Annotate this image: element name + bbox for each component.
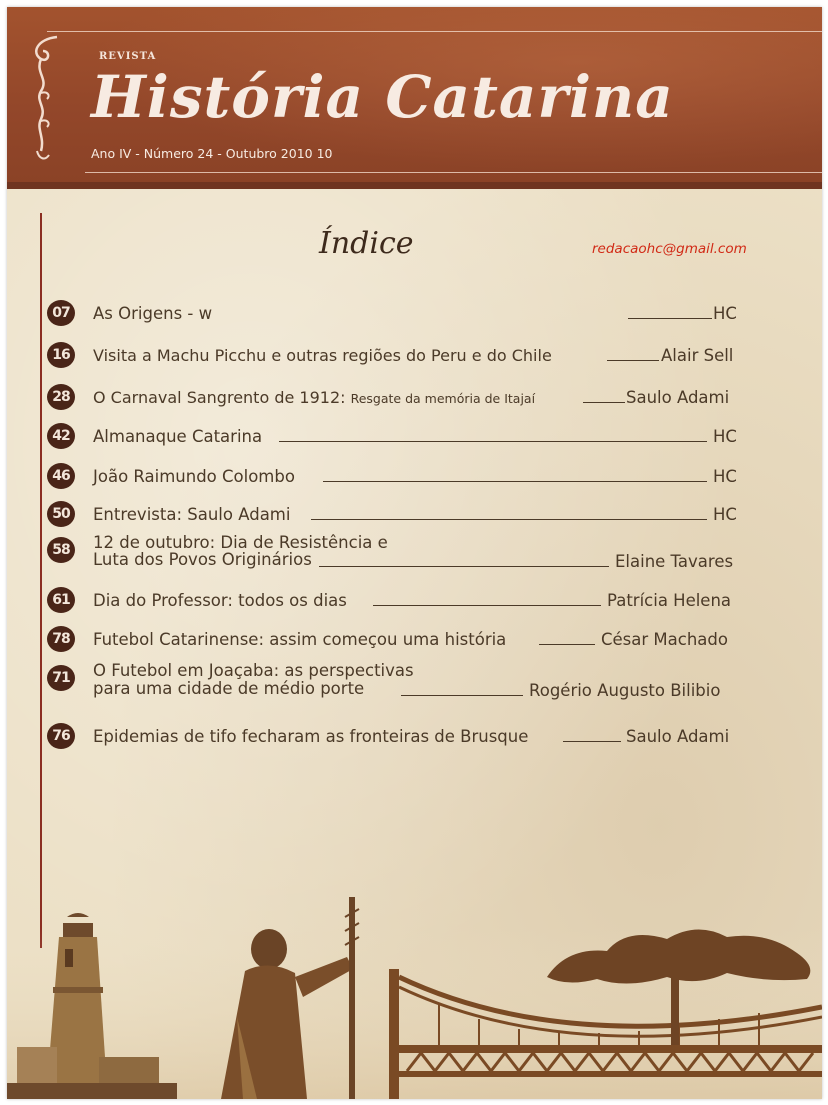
index-entry (7, 493, 822, 533)
entry-author: HC (713, 304, 737, 323)
entry-subtitle: Resgate da memória de Itajaí (350, 391, 536, 406)
leader-line (563, 741, 621, 742)
index-entry (7, 334, 822, 374)
leader-line (628, 318, 712, 319)
leader-line (323, 481, 707, 482)
entry-author: Saulo Adami (626, 727, 730, 746)
page-number-badge: 46 (47, 463, 75, 489)
entry-title: Visita a Machu Picchu e outras regiões do Peru e do Chile (93, 346, 552, 365)
ornament-flourish-icon (27, 33, 67, 163)
entry-title: Epidemias de tifo fecharam as fronteiras de Brusque (93, 727, 529, 746)
entry-author: Alair Sell (661, 346, 734, 365)
index-entry (7, 661, 822, 709)
entry-title-line2: Luta dos Povos Originários (93, 550, 312, 569)
page-number-badge: 42 (47, 423, 75, 449)
leader-line (583, 402, 625, 403)
index-entry (7, 618, 822, 658)
entry-title: As Origens - w (93, 304, 213, 323)
page-number-badge: 78 (47, 626, 75, 652)
entry-title: João Raimundo Colombo (93, 467, 295, 486)
index-entry (7, 415, 822, 455)
entry-author: Saulo Adami (626, 388, 730, 407)
leader-line (607, 360, 659, 361)
index-entry (7, 376, 822, 416)
page-number-badge: 50 (47, 501, 75, 527)
entry-author: Elaine Tavares (615, 552, 734, 571)
leader-line (311, 519, 707, 520)
entry-title (93, 388, 535, 409)
historic-silhouette-illustration (7, 887, 822, 1099)
entry-author: HC (713, 467, 737, 486)
leader-line (373, 605, 601, 606)
page-number-badge: 58 (47, 537, 75, 563)
page-number-badge: 28 (47, 384, 75, 410)
contact-email: redacaohc@gmail.com (592, 241, 747, 257)
issue-info: Ano IV - Número 24 - Outubro 2010 10 (91, 146, 333, 161)
masthead-rule-top (47, 31, 822, 32)
index-heading: Índice (319, 226, 414, 261)
magazine-label: REVISTA (99, 51, 157, 62)
leader-line (539, 644, 595, 645)
page-number-badge: 76 (47, 723, 75, 749)
entry-title: Almanaque Catarina (93, 427, 263, 446)
entry-author: Patrícia Helena (607, 591, 732, 610)
leader-line (279, 441, 707, 442)
entry-title: Entrevista: Saulo Adami (93, 505, 291, 524)
index-entry (7, 531, 822, 579)
entry-title: O Futebol em Joaçaba: as perspectivas (93, 661, 414, 680)
leader-line (319, 566, 609, 567)
index-entry (7, 455, 822, 495)
page-number-badge: 07 (47, 300, 75, 326)
index-entry (7, 715, 822, 755)
entry-author: Rogério Augusto Bilibio (529, 681, 721, 700)
magazine-title: História Catarina (91, 63, 674, 131)
entry-title: Dia do Professor: todos os dias (93, 591, 347, 610)
page-number-badge: 16 (47, 342, 75, 368)
masthead-rule-bottom (85, 172, 822, 173)
page-number-badge: 71 (47, 665, 75, 691)
entry-title: Futebol Catarinense: assim começou uma história (93, 630, 507, 649)
magazine-page (7, 7, 822, 1099)
masthead-strip (7, 182, 822, 189)
leader-line (401, 695, 523, 696)
entry-author: HC (713, 505, 737, 524)
entry-title: 12 de outubro: Dia de Resistência e (93, 533, 388, 552)
entry-title-main: O Carnaval Sangrento de 1912: (93, 388, 346, 407)
masthead (7, 7, 822, 189)
entry-author: HC (713, 427, 737, 446)
index-entry (7, 579, 822, 619)
page-number-badge: 61 (47, 587, 75, 613)
entry-title-line2: para uma cidade de médio porte (93, 679, 365, 698)
entry-author: César Machado (601, 630, 728, 649)
index-entry (7, 292, 822, 332)
